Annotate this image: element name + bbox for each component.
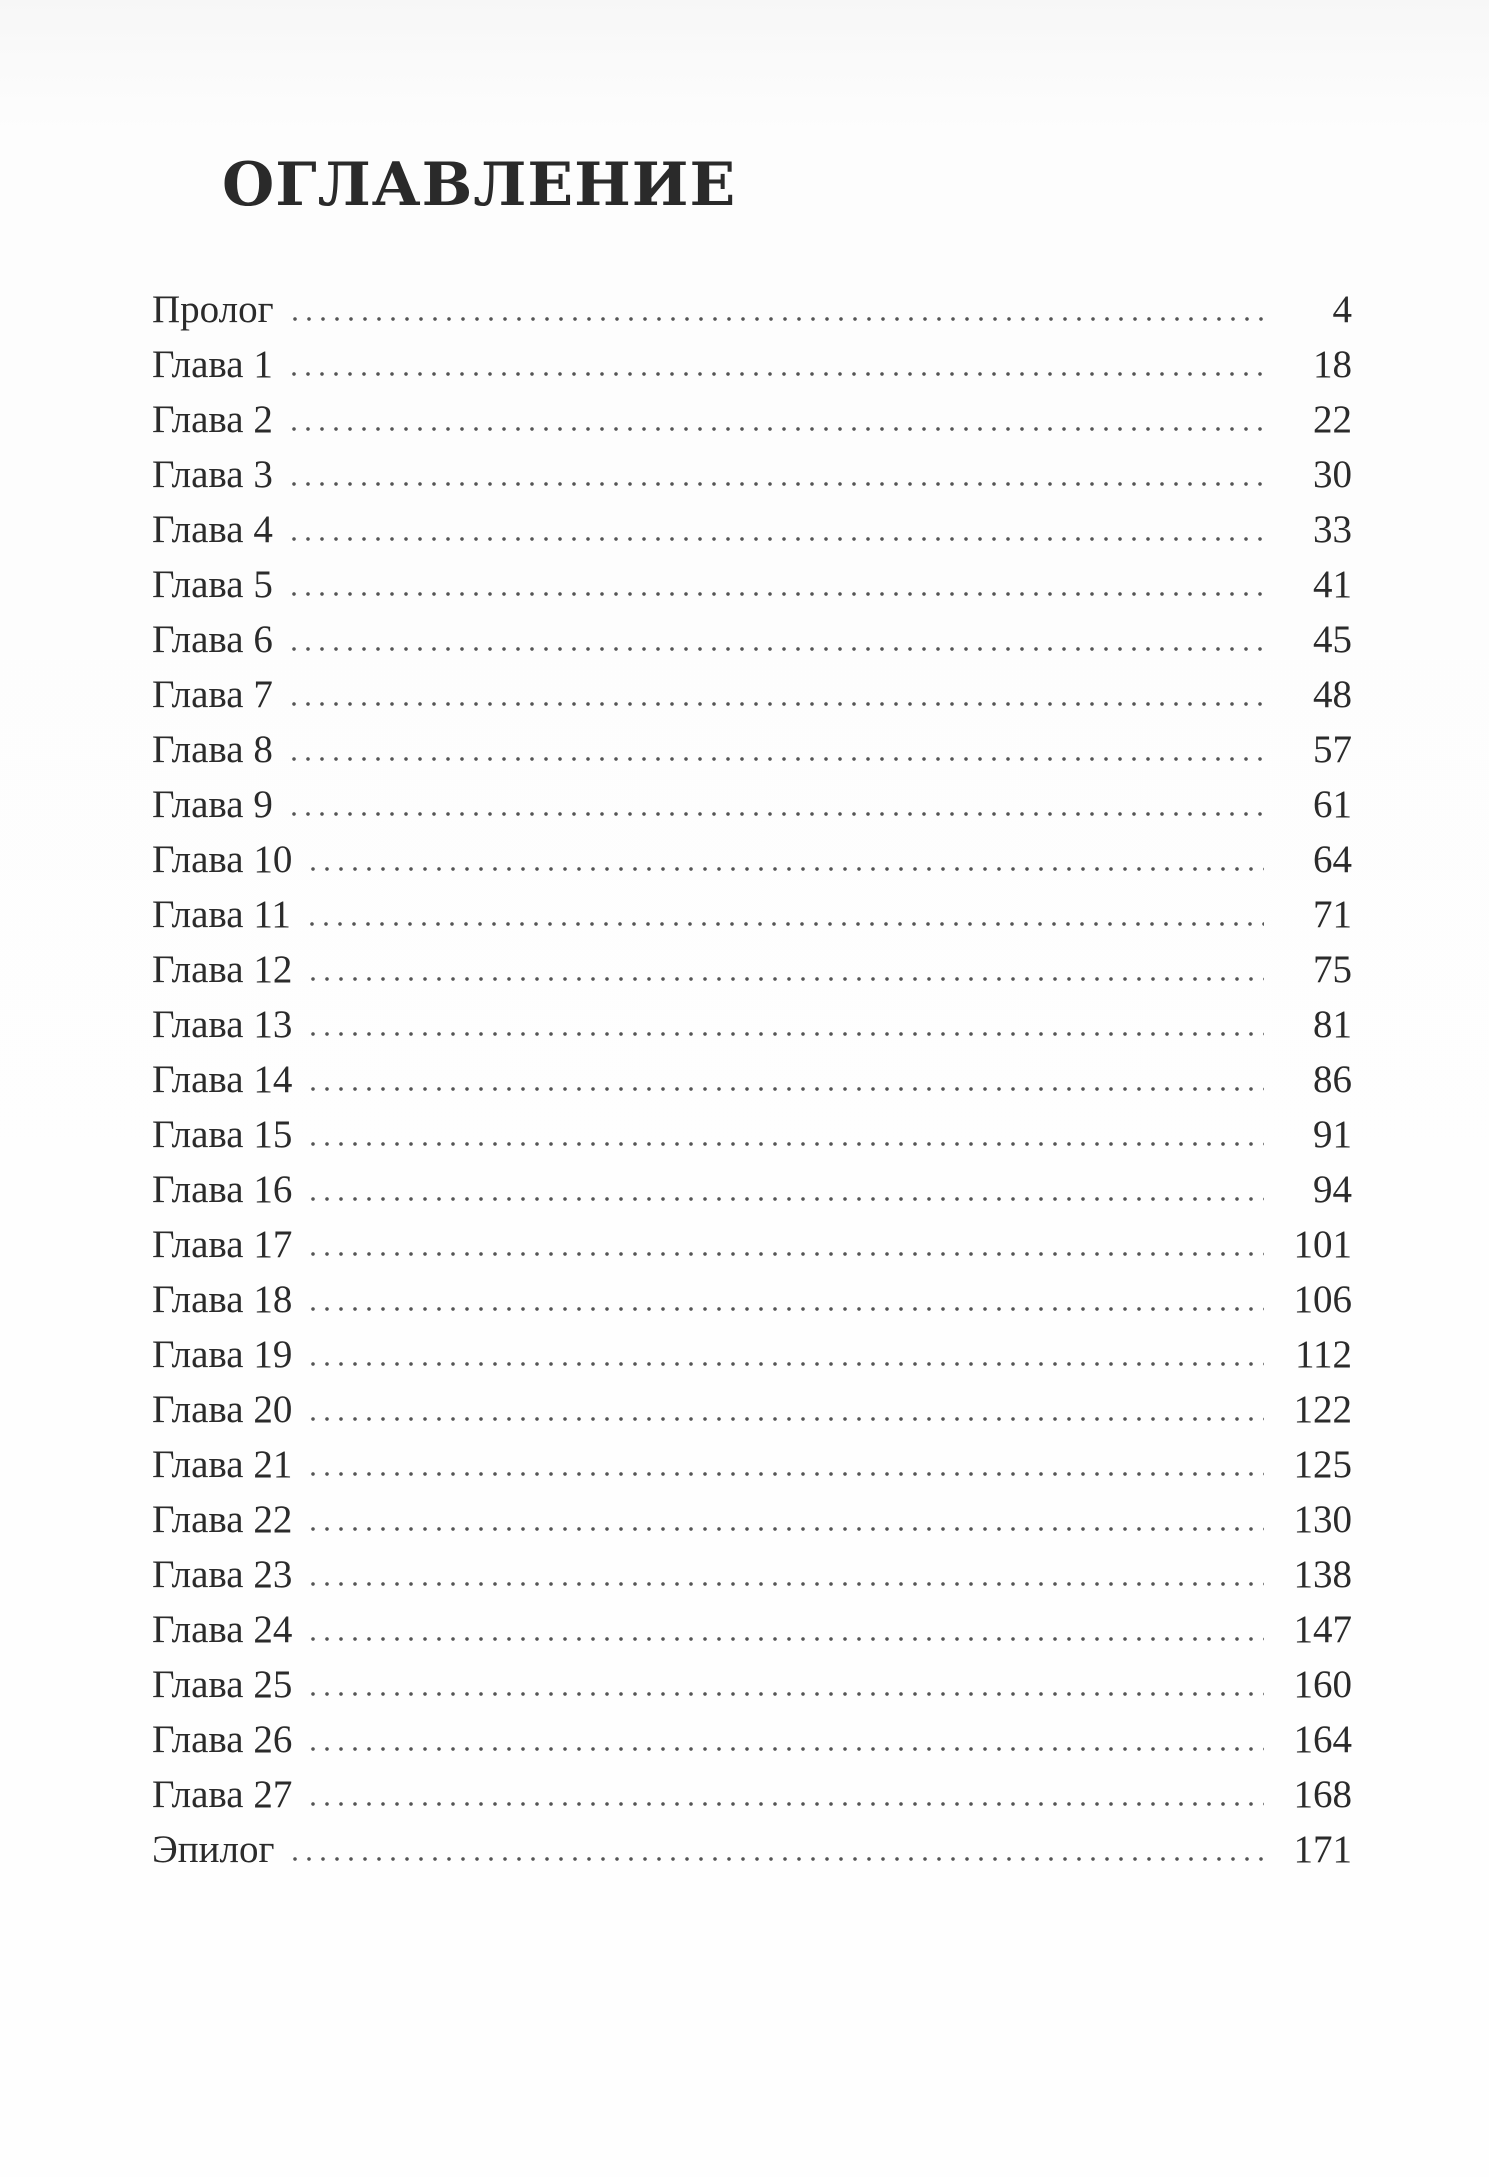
toc-entry-label: Глава 11 bbox=[152, 893, 291, 936]
toc-entry-page-number: 30 bbox=[1313, 453, 1352, 496]
toc-entry bbox=[152, 722, 1352, 777]
toc-entry-page-number: 45 bbox=[1313, 618, 1352, 661]
dot-leader bbox=[287, 369, 1264, 379]
toc-entry bbox=[152, 1052, 1352, 1107]
toc-entry bbox=[152, 1217, 1352, 1272]
toc-entry bbox=[152, 1437, 1352, 1492]
dot-leader bbox=[288, 314, 1264, 324]
toc-entry-label: Глава 6 bbox=[152, 618, 273, 661]
toc-entry bbox=[152, 1767, 1352, 1822]
toc-entry-label: Глава 19 bbox=[152, 1333, 293, 1376]
dot-leader bbox=[306, 1249, 1264, 1259]
dot-leader bbox=[306, 1414, 1264, 1424]
toc-entry-label: Глава 24 bbox=[152, 1608, 293, 1651]
toc-entry bbox=[152, 557, 1352, 612]
toc-entry-label: Глава 7 bbox=[152, 673, 273, 716]
toc-entry-label: Глава 21 bbox=[152, 1443, 293, 1486]
dot-leader bbox=[306, 1744, 1264, 1754]
dot-leader bbox=[287, 699, 1264, 709]
dot-leader bbox=[306, 974, 1264, 984]
dot-leader bbox=[306, 1139, 1264, 1149]
toc-entry bbox=[152, 612, 1352, 667]
dot-leader bbox=[287, 589, 1264, 599]
dot-leader bbox=[287, 754, 1264, 764]
toc-entry-page-number: 57 bbox=[1313, 728, 1352, 771]
dot-leader bbox=[287, 534, 1264, 544]
toc-entry bbox=[152, 667, 1352, 722]
dot-leader bbox=[306, 864, 1264, 874]
toc-entry-label: Глава 1 bbox=[152, 343, 273, 386]
toc-entry-page-number: 75 bbox=[1313, 948, 1352, 991]
toc-entry bbox=[152, 1822, 1352, 1877]
toc-entry bbox=[152, 1382, 1352, 1437]
dot-leader bbox=[306, 1029, 1264, 1039]
toc-entry bbox=[152, 1657, 1352, 1712]
toc-entry-page-number: 18 bbox=[1313, 343, 1352, 386]
toc-entry-page-number: 22 bbox=[1313, 398, 1352, 441]
toc-entry-label: Глава 8 bbox=[152, 728, 273, 771]
toc-entry-label: Глава 18 bbox=[152, 1278, 293, 1321]
toc-entry-label: Глава 13 bbox=[152, 1003, 293, 1046]
toc-entry-page-number: 168 bbox=[1293, 1773, 1352, 1816]
toc-entry bbox=[152, 392, 1352, 447]
toc-entry bbox=[152, 1602, 1352, 1657]
toc-entry-label: Глава 17 bbox=[152, 1223, 293, 1266]
dot-leader bbox=[288, 1854, 1264, 1864]
toc-entry bbox=[152, 1272, 1352, 1327]
toc-entry bbox=[152, 1107, 1352, 1162]
toc-entry-label: Глава 14 bbox=[152, 1058, 293, 1101]
dot-leader bbox=[306, 1524, 1264, 1534]
dot-leader bbox=[306, 1469, 1264, 1479]
table-of-contents bbox=[152, 282, 1352, 1877]
toc-entry bbox=[152, 997, 1352, 1052]
dot-leader bbox=[306, 1689, 1264, 1699]
toc-entry-page-number: 101 bbox=[1293, 1223, 1352, 1266]
toc-entry-page-number: 81 bbox=[1313, 1003, 1352, 1046]
dot-leader bbox=[306, 1634, 1264, 1644]
toc-entry-label: Глава 4 bbox=[152, 508, 273, 551]
toc-entry-page-number: 94 bbox=[1313, 1168, 1352, 1211]
toc-entry-label: Глава 16 bbox=[152, 1168, 293, 1211]
toc-entry-page-number: 71 bbox=[1313, 893, 1352, 936]
toc-entry-label: Глава 27 bbox=[152, 1773, 293, 1816]
toc-entry-label: Глава 25 bbox=[152, 1663, 293, 1706]
page-title: ОГЛАВЛЕНИЕ bbox=[222, 150, 737, 220]
dot-leader bbox=[287, 809, 1264, 819]
toc-entry bbox=[152, 1492, 1352, 1547]
toc-entry-page-number: 130 bbox=[1293, 1498, 1352, 1541]
toc-entry-label: Глава 26 bbox=[152, 1718, 293, 1761]
toc-entry-label: Глава 12 bbox=[152, 948, 293, 991]
toc-entry-page-number: 4 bbox=[1332, 288, 1352, 331]
toc-entry bbox=[152, 1327, 1352, 1382]
toc-entry bbox=[152, 502, 1352, 557]
toc-entry bbox=[152, 887, 1352, 942]
toc-entry-page-number: 41 bbox=[1313, 563, 1352, 606]
toc-entry-page-number: 61 bbox=[1313, 783, 1352, 826]
toc-entry-page-number: 106 bbox=[1293, 1278, 1352, 1321]
dot-leader bbox=[306, 1304, 1264, 1314]
dot-leader bbox=[306, 1579, 1264, 1589]
toc-entry-label: Глава 2 bbox=[152, 398, 273, 441]
dot-leader bbox=[306, 1194, 1264, 1204]
toc-entry-page-number: 147 bbox=[1293, 1608, 1352, 1651]
toc-entry-page-number: 48 bbox=[1313, 673, 1352, 716]
toc-entry-page-number: 112 bbox=[1294, 1333, 1352, 1376]
dot-leader bbox=[306, 1359, 1264, 1369]
dot-leader bbox=[305, 919, 1264, 929]
toc-entry bbox=[152, 1547, 1352, 1602]
toc-entry-label: Глава 22 bbox=[152, 1498, 293, 1541]
toc-entry-label: Глава 5 bbox=[152, 563, 273, 606]
toc-entry bbox=[152, 942, 1352, 997]
dot-leader bbox=[306, 1799, 1264, 1809]
toc-entry-label: Глава 20 bbox=[152, 1388, 293, 1431]
toc-entry bbox=[152, 282, 1352, 337]
toc-entry-page-number: 171 bbox=[1293, 1828, 1352, 1871]
dot-leader bbox=[287, 644, 1264, 654]
toc-entry bbox=[152, 832, 1352, 887]
toc-entry-page-number: 64 bbox=[1313, 838, 1352, 881]
toc-entry-page-number: 138 bbox=[1293, 1553, 1352, 1596]
toc-entry bbox=[152, 337, 1352, 392]
toc-entry-label: Глава 9 bbox=[152, 783, 273, 826]
dot-leader bbox=[306, 1084, 1264, 1094]
toc-entry-label: Глава 3 bbox=[152, 453, 273, 496]
toc-entry bbox=[152, 447, 1352, 502]
toc-entry bbox=[152, 1712, 1352, 1767]
toc-entry-page-number: 160 bbox=[1293, 1663, 1352, 1706]
dot-leader bbox=[287, 479, 1264, 489]
toc-entry-page-number: 86 bbox=[1313, 1058, 1352, 1101]
toc-entry-page-number: 125 bbox=[1293, 1443, 1352, 1486]
dot-leader bbox=[287, 424, 1264, 434]
toc-entry-label: Эпилог bbox=[152, 1828, 275, 1871]
toc-entry-page-number: 91 bbox=[1313, 1113, 1352, 1156]
toc-entry bbox=[152, 777, 1352, 832]
toc-entry-label: Глава 15 bbox=[152, 1113, 293, 1156]
toc-entry-label: Глава 10 bbox=[152, 838, 293, 881]
toc-entry-page-number: 122 bbox=[1293, 1388, 1352, 1431]
toc-entry-page-number: 33 bbox=[1313, 508, 1352, 551]
toc-entry-label: Глава 23 bbox=[152, 1553, 293, 1596]
toc-entry-label: Пролог bbox=[152, 288, 274, 331]
toc-entry-page-number: 164 bbox=[1293, 1718, 1352, 1761]
toc-entry bbox=[152, 1162, 1352, 1217]
